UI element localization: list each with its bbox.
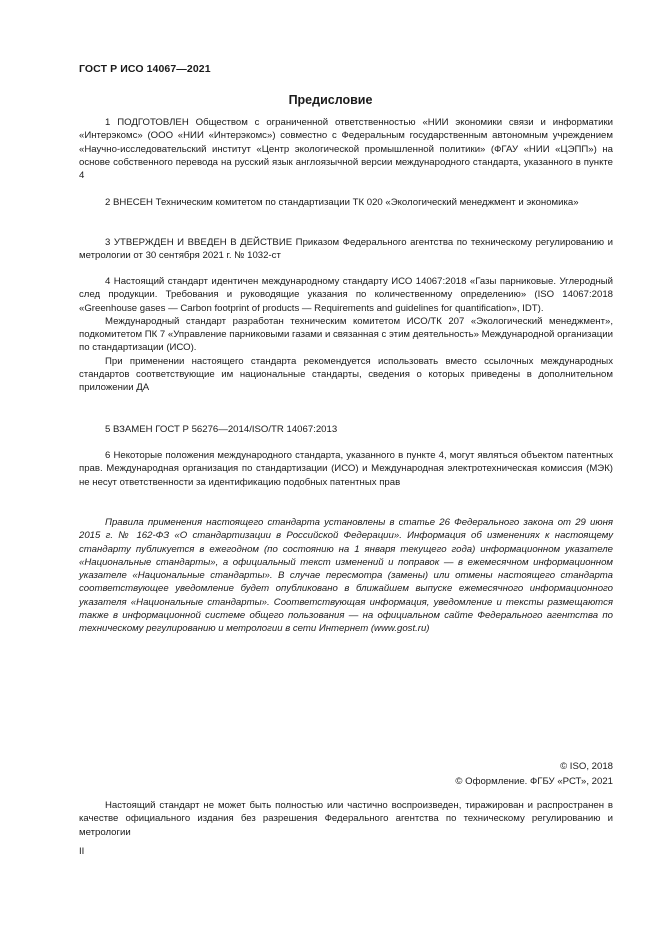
paragraph: 1 ПОДГОТОВЛЕН Обществом с ограниченной ответственностью «НИИ экономики связи и информатики «Интерэкомс» (ООО «НИИ «Интерэкомс») совместно с Федеральным государственным автономным учреждением «Научно-исследовательский институт «Центр экологической промышленной политики» (ФГАУ «НИИ «ЦЭПП») на основе собственного перевода на русский язык англоязычной версии международного стандарта, указанного в пункте 4 bbox=[79, 117, 613, 182]
paragraph: 4 Настоящий стандарт идентичен международному стандарту ИСО 14067:2018 «Газы парниковые. Углеродный след продукции. Требования и руководящие указания по количественному определению» (ISO 14067:2018 «Greenhouse gases — Carbon footprint of products — Requirements and guidelines for quantification», IDT). bbox=[79, 276, 613, 314]
reproduction-notice bbox=[79, 799, 613, 839]
paragraph: 5 ВЗАМЕН ГОСТ Р 56276—2014/ISO/TR 14067:2013 bbox=[105, 424, 338, 435]
section-3 bbox=[79, 236, 613, 263]
document-header: ГОСТ Р ИСО 14067—2021 bbox=[79, 63, 211, 75]
section-2 bbox=[79, 196, 613, 209]
section-5 bbox=[79, 423, 613, 436]
copyright-design: © Оформление. ФГБУ «РСТ», 2021 bbox=[455, 775, 613, 787]
paragraph: Международный стандарт разработан техническим комитетом ИСО/ТК 207 «Экологический менеджмент», подкомитетом ПК 7 «Управление парниковыми газами и связанная с этим деятельность» Международной организации по стандартизации (ИСО). bbox=[79, 315, 613, 354]
note-text: Правила применения настоящего стандарта установлены в статье 26 Федерального закона от 29 июня 2015 г. № 162-ФЗ «О стандартизации в Российской Федерации». Информация об изменениях к настоящему стандарту публикуется в ежегодном (по состоянию на 1 января текущего года) информационном указателе «Национальные стандарты», а официальный текст изменений и поправок — в ежемесячном информационном указателе «Национальные стандарты». В случае пересмотра (замены) или отмены настоящего стандарта соответствующее уведомление будет опубликовано в ближайшем выпуске ежемесячного информационного указателя «Национальные стандарты». Соответствующая информация, уведомление и тексты размещаются также в информационной системе общего пользования — на официальном сайте Федерального агентства по техническому регулированию и метрологии в сети Интернет (www.gost.ru) bbox=[79, 517, 613, 635]
paragraph: 6 Некоторые положения международного стандарта, указанного в пункте 4, могут являться объектом патентных прав. Международная организация по стандартизации (ИСО) и Международная электротехническая комиссия (МЭК) не несут ответственности за идентификацию подобных патентных прав bbox=[79, 450, 613, 488]
paragraph: 2 ВНЕСЕН Техническим комитетом по стандартизации ТК 020 «Экологический менеджмент и экономика» bbox=[105, 197, 579, 208]
page-title: Предисловие bbox=[288, 93, 373, 107]
reproduction-text: Настоящий стандарт не может быть полностью или частично воспроизведен, тиражирован и распространен в качестве официального издания без разрешения Федерального агентства по техническому регулированию и метрологии bbox=[79, 800, 613, 838]
page-number: II bbox=[79, 846, 85, 857]
application-rules-note bbox=[79, 516, 613, 636]
copyright-block bbox=[455, 760, 613, 789]
section-4 bbox=[79, 275, 613, 395]
section-1 bbox=[79, 116, 613, 182]
section-6 bbox=[79, 449, 613, 489]
paragraph: При применении настоящего стандарта рекомендуется использовать вместо ссылочных международных стандартов соответствующие им национальные стандарты, сведения о которых приведены в дополнительном приложении ДА bbox=[79, 355, 613, 394]
paragraph: 3 УТВЕРЖДЕН И ВВЕДЕН В ДЕЙСТВИЕ Приказом Федерального агентства по техническому регулированию и метрологии от 30 сентября 2021 г. № 1032-ст bbox=[79, 237, 613, 262]
copyright-iso: © ISO, 2018 bbox=[560, 761, 613, 772]
